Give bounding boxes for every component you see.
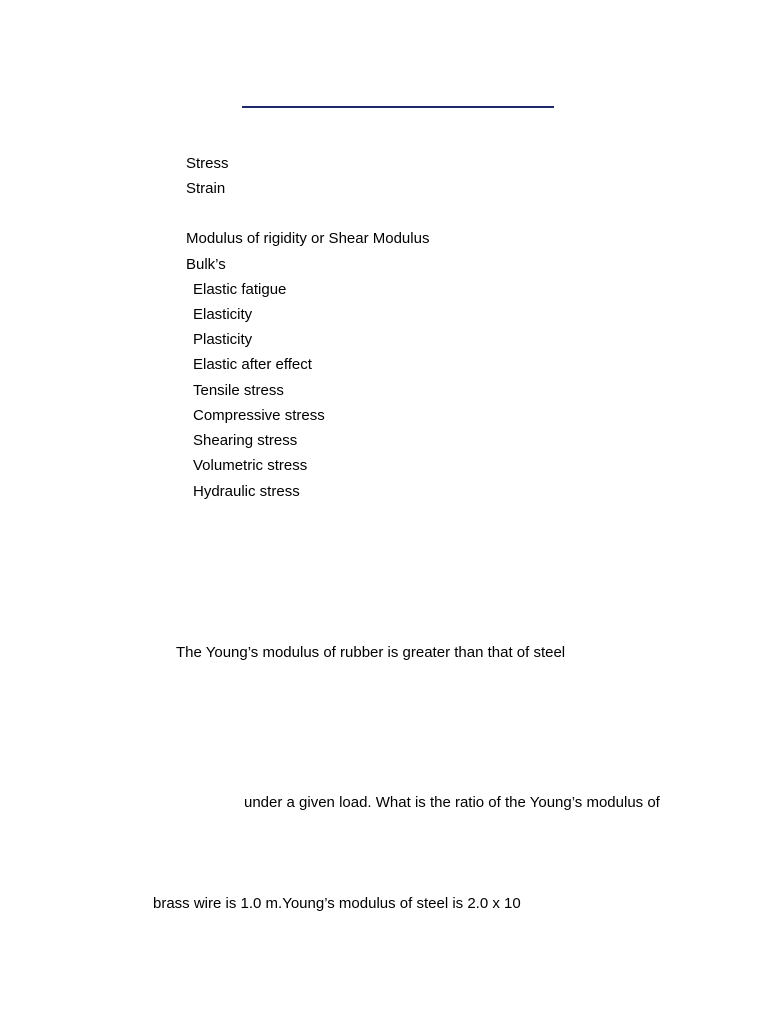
- term-volumetric-stress: Volumetric stress: [193, 457, 308, 474]
- term-strain: Strain: [186, 180, 226, 197]
- question-fragment: under a given load. What is the ratio of the Young’s modulus of: [244, 794, 660, 811]
- term-elastic-after-effect: Elastic after effect: [193, 356, 312, 373]
- term-elasticity: Elasticity: [193, 306, 253, 323]
- term-shearing-stress: Shearing stress: [193, 432, 298, 449]
- term-tensile-stress: Tensile stress: [193, 382, 284, 399]
- term-plasticity: Plasticity: [193, 331, 253, 348]
- term-bulks: Bulk’s: [186, 256, 226, 273]
- term-elastic-fatigue: Elastic fatigue: [193, 281, 287, 298]
- term-compressive-stress: Compressive stress: [193, 407, 325, 424]
- problem-fragment: brass wire is 1.0 m.Young’s modulus of steel is 2.0 x 10: [153, 895, 521, 912]
- statement-youngs-modulus: The Young’s modulus of rubber is greater than that of steel: [176, 644, 566, 661]
- title-underline: [242, 106, 554, 108]
- term-hydraulic-stress: Hydraulic stress: [193, 483, 300, 500]
- term-modulus-of-rigidity: Modulus of rigidity or Shear Modulus: [186, 230, 430, 247]
- term-stress: Stress: [186, 155, 229, 172]
